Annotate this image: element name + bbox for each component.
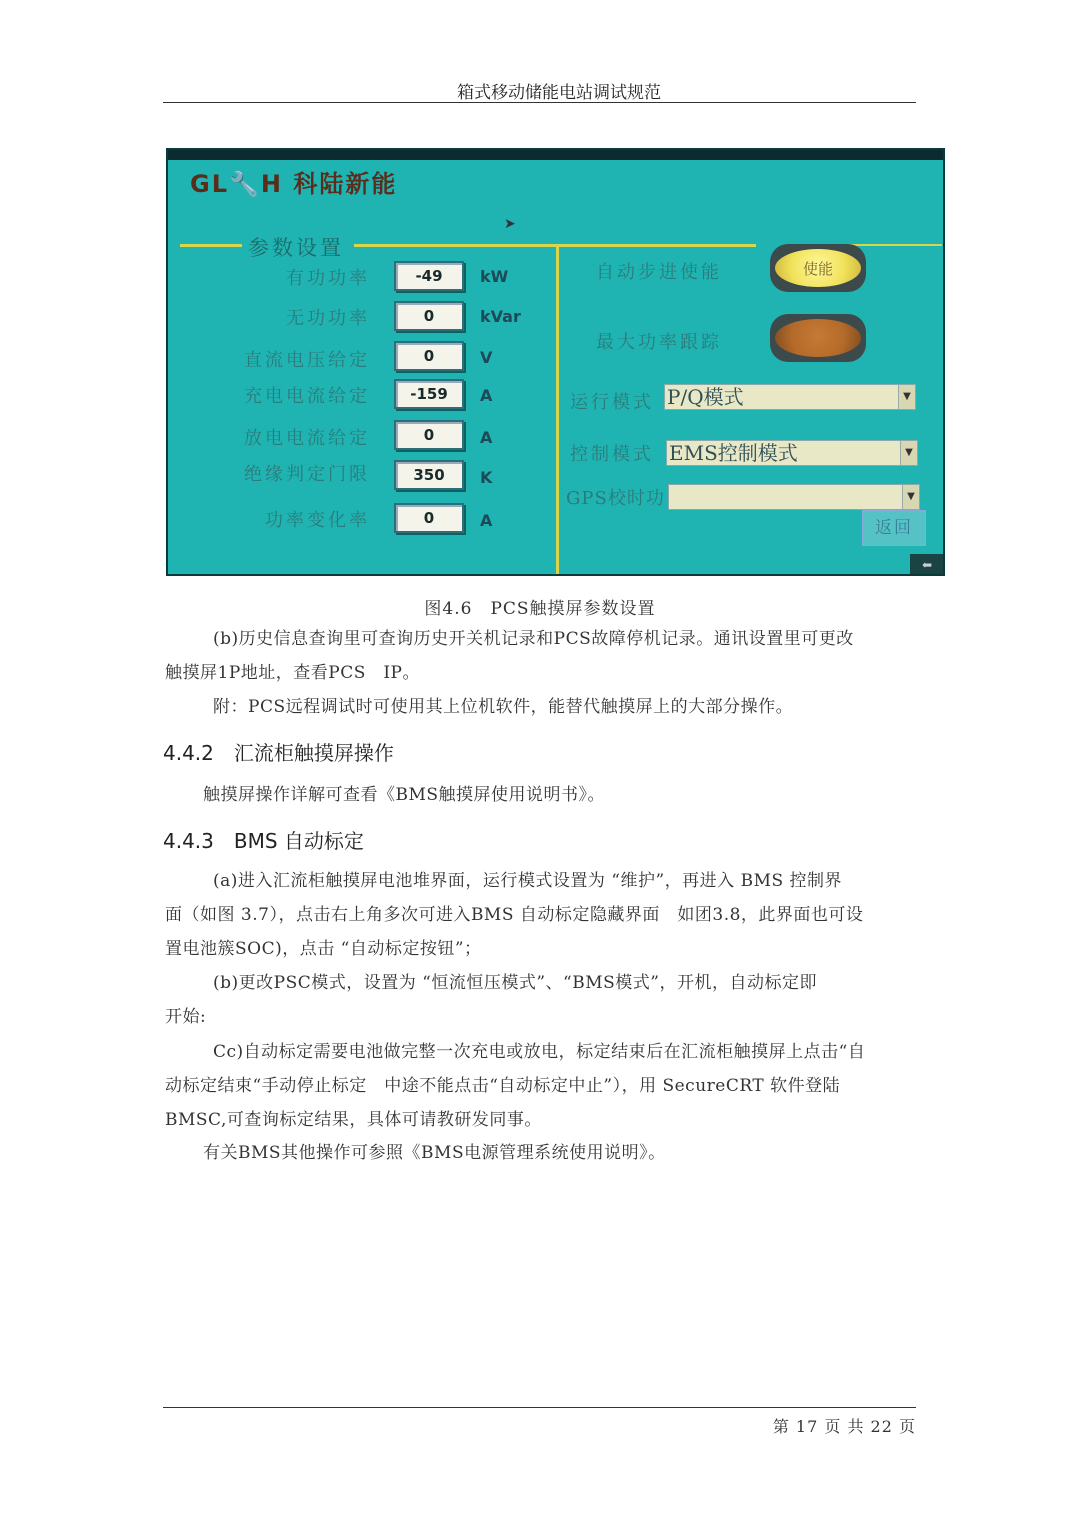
control-mode-value: EMS控制模式 [669, 441, 798, 465]
text-line: (b)更改PSC模式，设置为 “恒流恒压模式”、“BMS模式”，开机，自动标定即 [213, 973, 817, 993]
gps-timing-select[interactable] [668, 484, 920, 510]
section-title: 参数设置 [242, 232, 350, 262]
param-label-charge-current: 充电电流给定 [244, 386, 370, 407]
param-unit-charge-current: A [480, 386, 493, 405]
paragraph-step-b [165, 966, 917, 1034]
paragraph-history-info [165, 622, 917, 690]
param-input-insulation-threshold[interactable]: 350 [394, 460, 464, 490]
figure-caption: 图4.6 PCS触摸屏参数设置 [424, 599, 656, 619]
text-line: 触摸屏1P地址，查看PCS IP。 [165, 663, 420, 683]
text-line: Cc)自动标定需要电池做完整一次充电或放电，标定结束后在汇流柜触摸屏上点击“自 [213, 1042, 866, 1062]
paragraph-bms-touchscreen [165, 778, 917, 812]
param-label-active-power: 有功功率 [286, 268, 370, 289]
footer-divider [163, 1407, 916, 1408]
param-input-discharge-current[interactable]: 0 [394, 420, 464, 450]
mouse-cursor-icon: ➤ [504, 216, 516, 232]
param-label-reactive-power: 无功功率 [286, 308, 370, 329]
param-label-insulation-threshold: 绝缘判定门限 [244, 464, 370, 485]
section-heading-4-4-3: 4.4.3 BMS 自动标定 [163, 829, 364, 853]
back-button[interactable]: 返回 [862, 510, 926, 546]
param-input-dc-voltage[interactable]: 0 [394, 341, 464, 371]
paragraph-other-bms [165, 1136, 917, 1170]
frame-line-top-left [180, 244, 244, 247]
page-header [163, 84, 916, 103]
param-label-power-rate: 功率变化率 [265, 510, 370, 531]
param-unit-dc-voltage: V [480, 348, 493, 367]
param-label-discharge-current: 放电电流给定 [244, 428, 370, 449]
text-line: 面（如图 3.7），点击右上角多次可进入BMS 自动标定隐藏界面 如团3.8，此界面也可设 [165, 905, 864, 925]
param-unit-discharge-current: A [480, 428, 493, 447]
document-title: 箱式移动储能电站调试规范 [457, 83, 661, 103]
paragraph-step-c [165, 1035, 917, 1137]
param-input-active-power[interactable]: -49 [394, 261, 464, 291]
text-line: 开始: [165, 1007, 207, 1027]
run-mode-value: P/Q模式 [667, 385, 744, 409]
dropdown-arrow-icon[interactable]: ▼ [902, 485, 919, 509]
frame-divider [556, 246, 559, 576]
text-line: 动标定结束“手动停止标定 中途不能点击“自动标定中止”），用 SecureCRT 软件登陆 [165, 1076, 841, 1096]
control-mode-select[interactable] [666, 440, 918, 466]
run-mode-select[interactable] [664, 384, 916, 410]
auto-step-label: 自动步进使能 [596, 262, 722, 283]
text-line: 有关BMS其他操作可参照《BMS电源管理系统使用说明》。 [203, 1143, 666, 1163]
section-heading-4-4-2: 4.4.2 汇流柜触摸屏操作 [163, 741, 394, 765]
auto-step-lamp: 使能 [775, 249, 861, 287]
text-line: 附：PCS远程调试时可使用其上位机软件，能替代触摸屏上的大部分操作。 [213, 697, 794, 717]
param-input-power-rate[interactable]: 0 [394, 503, 464, 533]
param-unit-active-power: kW [480, 267, 509, 286]
pcs-touchscreen-screenshot [166, 148, 945, 576]
param-label-dc-voltage: 直流电压给定 [244, 350, 370, 371]
screen-bezel [168, 150, 945, 160]
paragraph-note [165, 690, 917, 724]
text-line: (b)历史信息查询里可查询历史开关机记录和PCS故障停机记录。通讯设置里可更改 [213, 629, 854, 649]
text-line: 触摸屏操作详解可查看《BMS触摸屏使用说明书》。 [203, 785, 606, 805]
paragraph-step-a [165, 864, 917, 966]
frame-line-top-right [354, 244, 756, 247]
param-unit-reactive-power: kVar [480, 307, 521, 326]
back-arrow-icon[interactable]: ⬅ [910, 554, 944, 576]
mppt-label: 最大功率跟踪 [596, 332, 722, 353]
param-unit-power-rate: A [480, 511, 493, 530]
text-line: (a)进入汇流柜触摸屏电池堆界面，运行模式设置为 “维护”，再进入 BMS 控制界 [213, 871, 843, 891]
text-line: 置电池簇SOC)，点击 “自动标定按钮”； [165, 939, 482, 959]
mppt-button[interactable] [770, 314, 866, 362]
dropdown-arrow-icon[interactable]: ▼ [900, 441, 917, 465]
param-input-charge-current[interactable]: -159 [394, 379, 464, 409]
param-input-reactive-power[interactable]: 0 [394, 301, 464, 331]
gps-timing-label: GPS校时功 [566, 488, 665, 509]
run-mode-label: 运行模式 [570, 392, 654, 413]
dropdown-arrow-icon[interactable]: ▼ [898, 385, 915, 409]
text-line: BMSC,可查询标定结果，具体可请教研发同事。 [165, 1110, 542, 1130]
param-unit-insulation-threshold: K [480, 468, 493, 487]
company-logo: GL🔧H 科陆新能 [190, 170, 398, 198]
page-number: 第 17 页 共 22 页 [772, 1417, 916, 1436]
mppt-lamp [775, 319, 861, 357]
auto-step-enable-button[interactable] [770, 244, 866, 292]
control-mode-label: 控制模式 [570, 444, 654, 465]
